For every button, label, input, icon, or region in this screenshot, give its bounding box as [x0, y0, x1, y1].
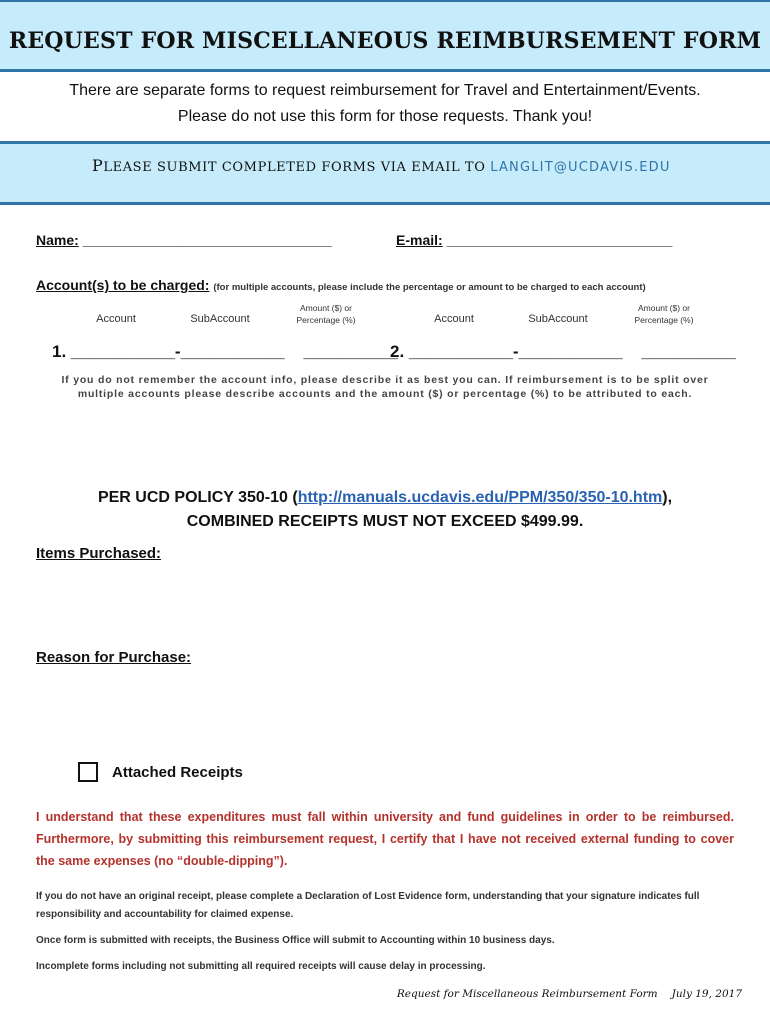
email-field[interactable]	[396, 232, 672, 248]
form-title: REQUEST FOR MISCELLANEOUS REIMBURSEMENT FORM	[8, 28, 762, 54]
reason-for-purchase-label: Reason for Purchase:	[36, 649, 192, 666]
attached-receipts-checkbox[interactable]	[78, 762, 98, 782]
footer-date: July 19, 2017	[671, 988, 742, 1000]
name-field[interactable]	[36, 232, 332, 248]
account-entry-2[interactable]: 2. ___________-___________ __________	[390, 342, 737, 361]
incomplete-note: Incomplete forms including not submitting all required receipts will cause delay in processing.	[36, 961, 486, 972]
certification-statement: I understand that these expenditures must fall within university and fund guidelines in order to be reimbursed. Furthermore, by submitting this reimbursement request, I certify that I have not received external funding to cover the same expenses (no “double-dipping”).	[36, 810, 734, 868]
submit-email-link[interactable]: LANGLIT@UCDAVIS.EDU	[490, 160, 671, 175]
col-amount-2-line1: Amount ($) or	[638, 303, 690, 313]
account-help-line-2: multiple accounts please describe accounts and the amount ($) or percentage (%) to be attributed to each.	[77, 388, 693, 400]
account-help-line-1: If you do not remember the account info, please describe it as best you can. If reimbursement is to be split over	[61, 374, 709, 386]
email-line[interactable]: _____________________________	[446, 232, 673, 248]
col-subaccount-1: SubAccount	[190, 313, 250, 325]
submit-lead-cap: P	[92, 156, 104, 175]
submit-instruction	[92, 156, 671, 175]
footer-form-name: Request for Miscellaneous Reimbursement Form	[396, 988, 658, 1000]
name-line[interactable]: ________________________________	[82, 232, 332, 248]
accounts-label: Account(s) to be charged:	[36, 277, 210, 293]
account-help	[0, 373, 770, 401]
col-amount-1-line2: Percentage (%)	[296, 315, 356, 325]
policy-line-2: COMBINED RECEIPTS MUST NOT EXCEED $499.99.	[186, 513, 584, 530]
email-label: E-mail:	[396, 232, 443, 248]
name-label: Name:	[36, 232, 79, 248]
submit-text: LEASE SUBMIT COMPLETED FORMS VIA EMAIL TO	[103, 160, 491, 175]
col-amount-2	[622, 302, 706, 326]
col-account-2: Account	[434, 313, 474, 325]
notice	[0, 78, 770, 130]
col-amount-1-line1: Amount ($) or	[300, 303, 352, 313]
col-amount-1	[284, 302, 368, 326]
policy-prefix: PER UCD POLICY 350-10 (	[97, 489, 298, 506]
submission-note: Once form is submitted with receipts, the Business Office will submit to Accounting within 10 business days.	[36, 935, 555, 946]
title-banner	[0, 0, 770, 72]
lost-receipt-note: If you do not have an original receipt, please complete a Declaration of Lost Evidence form, understanding that your signature indicates full responsibility and accountability for claimed expense.	[36, 891, 700, 920]
accounts-heading	[36, 277, 646, 293]
account-entry-1[interactable]: 1. ___________-___________ __________	[52, 342, 399, 361]
policy-link[interactable]: http://manuals.ucdavis.edu/PPM/350/350-10.htm	[297, 489, 663, 506]
accounts-note: (for multiple accounts, please include the percentage or amount to be charged to each account)	[213, 282, 646, 293]
items-purchased-label: Items Purchased:	[36, 545, 162, 562]
page-footer	[397, 988, 742, 1000]
submit-banner	[0, 141, 770, 205]
policy-suffix: ),	[662, 489, 673, 506]
notice-line-2: Please do not use this form for those requests. Thank you!	[177, 108, 593, 125]
notice-line-1: There are separate forms to request reimbursement for Travel and Entertainment/Events.	[69, 82, 701, 99]
col-account-1: Account	[96, 313, 136, 325]
col-subaccount-2: SubAccount	[528, 313, 588, 325]
policy-line-1	[0, 486, 770, 510]
policy-notice	[0, 486, 770, 534]
attached-receipts-label: Attached Receipts	[112, 764, 243, 781]
col-amount-2-line2: Percentage (%)	[634, 315, 694, 325]
